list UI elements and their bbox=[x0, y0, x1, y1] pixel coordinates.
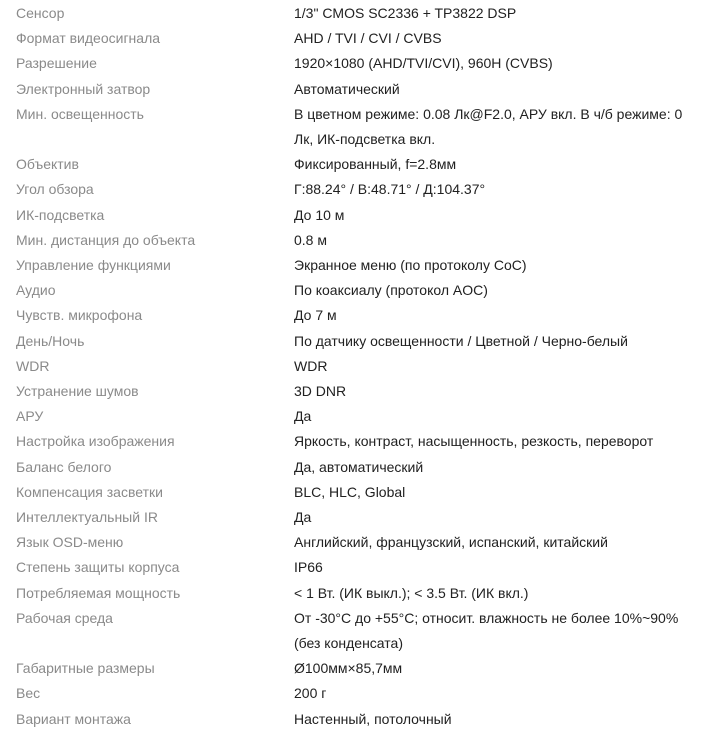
spec-row bbox=[0, 429, 715, 454]
spec-value: Да bbox=[294, 408, 312, 425]
spec-label: Настройка изображения bbox=[16, 433, 175, 450]
spec-row bbox=[0, 581, 715, 606]
spec-row bbox=[0, 51, 715, 76]
spec-label: Сенсор bbox=[16, 5, 65, 21]
spec-table bbox=[0, 1, 715, 732]
spec-label: АРУ bbox=[16, 408, 44, 425]
spec-label: Управление функциями bbox=[16, 257, 171, 274]
spec-value: 200 г bbox=[294, 685, 327, 702]
spec-label: Потребляемая мощность bbox=[16, 584, 181, 601]
spec-value: Да, автоматический bbox=[294, 458, 424, 475]
spec-label: Рабочая среда bbox=[16, 609, 113, 626]
spec-row bbox=[0, 555, 715, 580]
spec-label: Разрешение bbox=[16, 55, 97, 72]
spec-value: Экранное меню (по протоколу CoC) bbox=[294, 257, 527, 274]
spec-row bbox=[0, 26, 715, 51]
spec-label: Электронный затвор bbox=[16, 80, 151, 97]
spec-row bbox=[0, 152, 715, 177]
spec-row bbox=[0, 303, 715, 328]
spec-row bbox=[0, 379, 715, 404]
spec-row bbox=[0, 203, 715, 228]
spec-label: Объектив bbox=[16, 156, 79, 173]
spec-value: До 10 м bbox=[294, 206, 345, 223]
spec-value: Фиксированный, f=2.8мм bbox=[294, 156, 457, 173]
spec-value: По датчику освещенности / Цветной / Черно-белый bbox=[294, 332, 628, 349]
spec-row bbox=[0, 329, 715, 354]
spec-value: Ø100мм×85,7мм bbox=[294, 660, 403, 677]
spec-value: Г:88.24° / В:48.71° / Д:104.37° bbox=[294, 181, 486, 198]
spec-row bbox=[0, 228, 715, 253]
spec-value: WDR bbox=[294, 357, 328, 374]
spec-row bbox=[0, 354, 715, 379]
spec-label: Мин. освещенность bbox=[16, 105, 144, 122]
spec-label: Язык OSD-меню bbox=[16, 534, 124, 551]
spec-value: В цветном режиме: 0.08 Лк@F2.0, АРУ вкл. В ч/б режиме: 0 Лк, ИК-подсветка вкл. bbox=[294, 105, 683, 148]
spec-value: 3D DNR bbox=[294, 383, 347, 400]
spec-row bbox=[0, 102, 715, 152]
spec-row bbox=[0, 253, 715, 278]
spec-label: День/Ночь bbox=[16, 332, 85, 349]
spec-value: По коаксиалу (протокол AOC) bbox=[294, 282, 488, 299]
spec-label: Формат видеосигнала bbox=[16, 30, 161, 47]
spec-label: Вес bbox=[16, 685, 41, 702]
spec-value: IP66 bbox=[294, 559, 323, 576]
spec-label: Угол обзора bbox=[16, 181, 94, 198]
spec-label: Вариант монтажа bbox=[16, 710, 131, 727]
spec-label: Компенсация засветки bbox=[16, 483, 163, 500]
spec-label: ИК-подсветка bbox=[16, 206, 105, 223]
spec-value: 1/3" CMOS SC2336 + TP3822 DSP bbox=[294, 5, 517, 21]
spec-row bbox=[0, 707, 715, 732]
spec-row bbox=[0, 505, 715, 530]
spec-row bbox=[0, 1, 715, 26]
spec-label: WDR bbox=[16, 357, 50, 374]
spec-value: Да bbox=[294, 509, 312, 526]
spec-value: 1920×1080 (AHD/TVI/CVI), 960H (CVBS) bbox=[294, 55, 553, 72]
spec-value: < 1 Вт. (ИК выкл.); < 3.5 Вт. (ИК вкл.) bbox=[294, 584, 529, 601]
spec-value: AHD / TVI / CVI / CVBS bbox=[294, 30, 442, 47]
spec-row bbox=[0, 480, 715, 505]
spec-label: Аудио bbox=[16, 282, 56, 299]
spec-label: Мин. дистанция до объекта bbox=[16, 231, 196, 248]
spec-row bbox=[0, 681, 715, 706]
spec-value: Настенный, потолочный bbox=[294, 710, 452, 727]
spec-row bbox=[0, 606, 715, 656]
spec-value: BLC, HLC, Global bbox=[294, 483, 406, 500]
spec-row bbox=[0, 77, 715, 102]
spec-value: Английский, французский, испанский, китайский bbox=[294, 534, 608, 551]
spec-value: От -30°C до +55°C; относит. влажность не более 10%~90% (без конденсата) bbox=[294, 609, 679, 652]
spec-row bbox=[0, 278, 715, 303]
spec-row bbox=[0, 455, 715, 480]
spec-value: Автоматический bbox=[294, 80, 400, 97]
spec-row bbox=[0, 177, 715, 202]
spec-value: Яркость, контраст, насыщенность, резкость, переворот bbox=[294, 433, 654, 450]
spec-label: Интеллектуальный IR bbox=[16, 509, 158, 526]
spec-value: 0.8 м bbox=[294, 231, 327, 248]
spec-label: Габаритные размеры bbox=[16, 660, 155, 677]
spec-row bbox=[0, 404, 715, 429]
spec-row bbox=[0, 656, 715, 681]
spec-label: Чувств. микрофона bbox=[16, 307, 143, 324]
spec-label: Баланс белого bbox=[16, 458, 112, 475]
spec-row bbox=[0, 530, 715, 555]
spec-value: До 7 м bbox=[294, 307, 337, 324]
spec-label: Степень защиты корпуса bbox=[16, 559, 180, 576]
spec-label: Устранение шумов bbox=[16, 383, 139, 400]
